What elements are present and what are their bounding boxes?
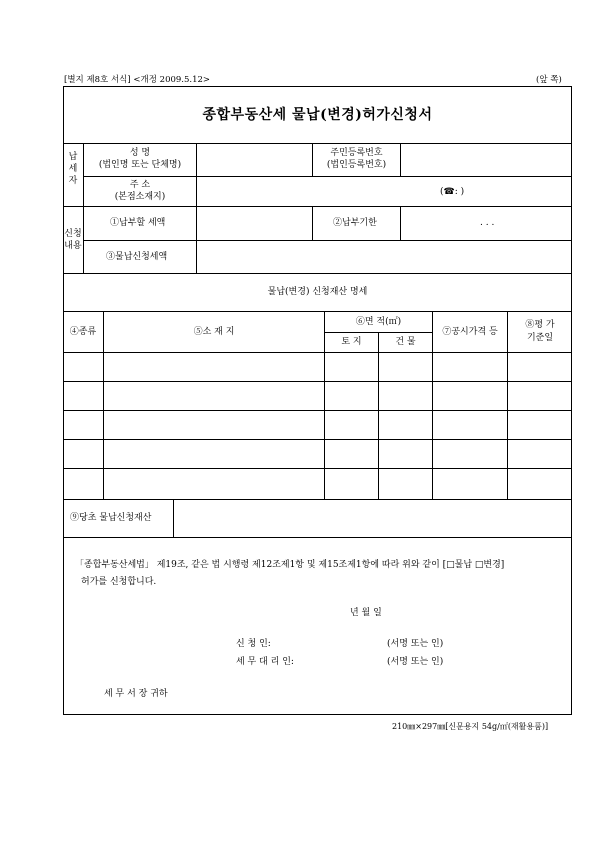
applicant-sign-field: (서명 또는 인) bbox=[387, 639, 444, 649]
rule-col-type bbox=[103, 311, 104, 499]
col-eval-header: ⑧평 가 bbox=[525, 320, 555, 330]
due-date-label: ②납부기한 bbox=[333, 218, 377, 228]
rule-col-building bbox=[432, 311, 433, 499]
col-area-header: ⑥면 적(㎡) bbox=[355, 317, 402, 327]
request-section-label: 신청 내용 bbox=[64, 229, 82, 251]
name-sublabel: (법인명 또는 단체명) bbox=[98, 160, 182, 170]
rule-applicant-mid bbox=[83, 176, 572, 177]
agent-sign-label: 세 무 대 리 인: bbox=[236, 657, 294, 667]
asset-table-caption: 물납(변경) 신청재산 명세 bbox=[267, 287, 368, 297]
paper-spec: 210㎜×297㎜[신문용지 54g/㎡(재활용품)] bbox=[392, 722, 549, 731]
rule-row-3 bbox=[63, 439, 572, 440]
due-date-value: . . . bbox=[480, 218, 495, 228]
addressee: 세 무 서 장 귀하 bbox=[104, 689, 168, 699]
rule-original-bottom bbox=[63, 537, 572, 538]
rule-col-land bbox=[378, 332, 379, 499]
address-sublabel: (본점소재지) bbox=[114, 192, 166, 202]
col-price-header: ⑦공시가격 등 bbox=[442, 327, 498, 337]
rule-applicant-bottom bbox=[63, 206, 572, 207]
rule-row-4 bbox=[63, 468, 572, 469]
applicant-section-label: 납 세 자 bbox=[68, 152, 78, 186]
agent-sign-field: (서명 또는 인) bbox=[387, 657, 444, 667]
col-building-header: 건 물 bbox=[395, 337, 416, 347]
rule-due-split bbox=[312, 206, 313, 240]
col-land-header: 토 지 bbox=[341, 337, 362, 347]
name-label: 성 명 bbox=[129, 148, 151, 158]
date-line: 년 월 일 bbox=[350, 608, 382, 618]
tax-amount-label: ①납부할 세액 bbox=[110, 218, 166, 228]
regno-label: 주민등록번호 bbox=[330, 148, 383, 158]
rule-row-1 bbox=[63, 381, 572, 382]
phone-field: (☎: ) bbox=[440, 187, 465, 197]
rule-row-5 bbox=[63, 499, 572, 500]
rule-title-bottom bbox=[63, 143, 572, 144]
rule-request-mid bbox=[83, 240, 572, 241]
rule-label-col bbox=[196, 143, 197, 273]
col-type-header: ④종류 bbox=[69, 327, 97, 337]
application-statement bbox=[75, 557, 555, 591]
rule-request-bottom bbox=[63, 273, 572, 274]
applicant-sign-label: 신 청 인: bbox=[236, 639, 271, 649]
statement-line-1: 「종합부동산세법」 제19조, 같은 법 시행령 제12조제1항 및 제15조제1항에 따라 위와 같이 [□물납 □변경] bbox=[75, 560, 505, 570]
original-asset-label: ⑨당초 물납신청재산 bbox=[70, 513, 152, 523]
rule-table-header-bottom bbox=[63, 352, 572, 353]
rule-regno-split bbox=[400, 143, 401, 176]
regno-sublabel: (법인등록번호) bbox=[326, 160, 387, 170]
address-label: 주 소 bbox=[129, 180, 151, 190]
form-title: 종합부동산세 물납(변경)허가신청서 bbox=[202, 107, 433, 123]
col-eval-subheader: 기준일 bbox=[526, 333, 554, 343]
rule-due-value-split bbox=[400, 206, 401, 240]
col-location-header: ⑤소 재 지 bbox=[193, 327, 235, 337]
rule-caption-bottom bbox=[63, 311, 572, 312]
payment-amount-label: ③물납신청세액 bbox=[106, 252, 168, 262]
rule-original-split bbox=[173, 499, 174, 537]
page-side-label: (앞 쪽) bbox=[536, 75, 562, 85]
rule-row-2 bbox=[63, 410, 572, 411]
statement-line-2: 허가를 신청합니다. bbox=[81, 577, 157, 587]
form-number: [별지 제8호 서식] <개정 2009.5.12> bbox=[64, 75, 211, 85]
